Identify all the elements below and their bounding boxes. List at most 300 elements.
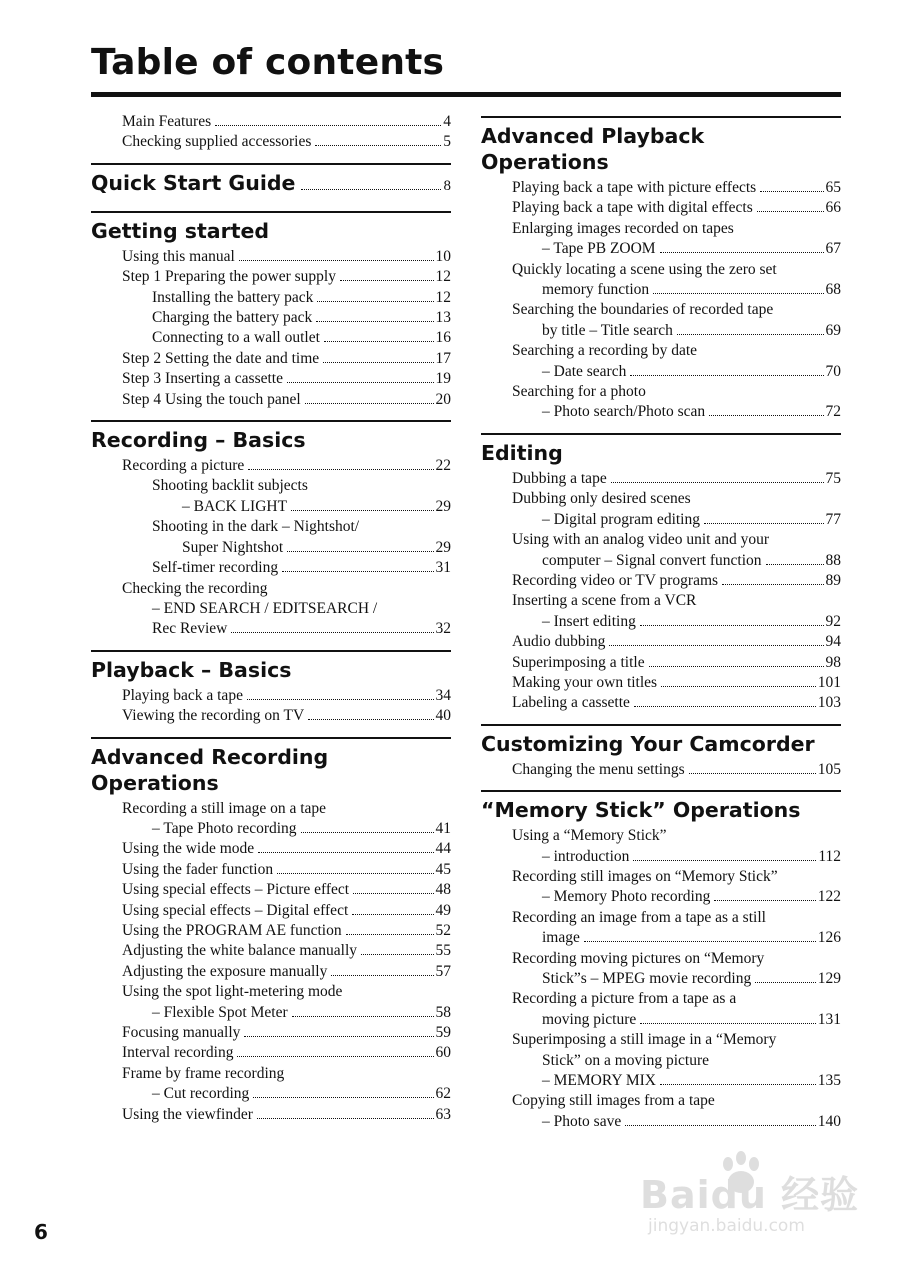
toc-entry-title: Dubbing a tape bbox=[512, 469, 607, 487]
toc-entry-title: Superimposing a title bbox=[512, 653, 645, 671]
toc-entry[interactable] bbox=[481, 1071, 841, 1091]
toc-entry-title: Copying still images from a tape bbox=[512, 1092, 715, 1110]
toc-entry[interactable] bbox=[91, 686, 451, 706]
watermark-brand: Baidu 经验 bbox=[640, 1173, 860, 1217]
toc-entry-page: 41 bbox=[435, 819, 451, 837]
toc-entry[interactable] bbox=[91, 982, 451, 1002]
toc-entry-title: Using the viewfinder bbox=[122, 1105, 253, 1123]
dot-leader bbox=[315, 145, 441, 146]
toc-entry-title: – Tape Photo recording bbox=[152, 819, 297, 837]
toc-entry[interactable] bbox=[91, 599, 451, 619]
toc-entry-page: 126 bbox=[817, 929, 841, 947]
section-heading: Advanced Recording Operations bbox=[91, 744, 329, 795]
section-heading: Playback – Basics bbox=[91, 657, 292, 682]
toc-entry-page: 67 bbox=[825, 240, 841, 258]
toc-entry-title: Main Features bbox=[122, 113, 212, 130]
toc-entry-page: 60 bbox=[435, 1044, 451, 1062]
dot-leader bbox=[346, 934, 434, 935]
toc-entry[interactable] bbox=[91, 1043, 451, 1063]
toc-entry-list bbox=[481, 760, 841, 790]
toc-entry-title: Searching for a photo bbox=[512, 383, 646, 401]
toc-entry-title: Viewing the recording on TV bbox=[122, 707, 305, 725]
toc-entry[interactable] bbox=[481, 949, 841, 969]
toc-entry-title: Step 2 Setting the date and time bbox=[122, 349, 320, 367]
section-heading: Recording – Basics bbox=[91, 428, 306, 453]
dot-leader bbox=[722, 584, 823, 585]
toc-entry[interactable] bbox=[481, 341, 841, 361]
toc-entry-title: Enlarging images recorded on tapes bbox=[512, 219, 734, 237]
toc-section bbox=[91, 112, 451, 163]
toc-entry[interactable] bbox=[481, 571, 841, 591]
dot-leader bbox=[277, 873, 433, 874]
section-heading: Getting started bbox=[91, 218, 270, 243]
toc-entry-page: 72 bbox=[825, 403, 841, 421]
dot-leader bbox=[282, 571, 433, 572]
dot-leader bbox=[630, 375, 823, 376]
toc-entry[interactable] bbox=[481, 673, 841, 693]
toc-entry-page: 45 bbox=[435, 860, 451, 878]
toc-entry-page: 4 bbox=[443, 113, 451, 130]
title-rule bbox=[91, 92, 841, 97]
toc-entry-page: 17 bbox=[435, 349, 451, 367]
toc-entry-title: Searching a recording by date bbox=[512, 342, 698, 360]
dot-leader bbox=[305, 403, 434, 404]
toc-entry[interactable] bbox=[481, 260, 841, 280]
toc-entry[interactable] bbox=[91, 921, 451, 941]
toc-entry[interactable] bbox=[481, 280, 841, 300]
toc-entry-title: moving picture bbox=[542, 1010, 637, 1028]
dot-leader bbox=[291, 510, 433, 511]
toc-entry[interactable] bbox=[481, 530, 841, 550]
dot-leader bbox=[301, 189, 440, 190]
toc-entry-page: 77 bbox=[825, 510, 841, 528]
toc-entry-page: 48 bbox=[435, 881, 451, 899]
toc-entry-title: Stick” on a moving picture bbox=[542, 1051, 710, 1069]
toc-entry[interactable] bbox=[481, 239, 841, 259]
toc-entry-page: 122 bbox=[817, 888, 841, 906]
toc-entry-title: Recording moving pictures on “Memory bbox=[512, 949, 765, 967]
dot-leader bbox=[352, 914, 433, 915]
toc-entry[interactable] bbox=[481, 219, 841, 239]
toc-entry-title: Shooting backlit subjects bbox=[152, 477, 308, 495]
dot-leader bbox=[316, 321, 433, 322]
toc-entry[interactable] bbox=[481, 928, 841, 948]
toc-entry-page: 101 bbox=[817, 673, 841, 691]
toc-section bbox=[481, 724, 841, 790]
toc-entry-title: Playing back a tape bbox=[122, 686, 243, 704]
section-heading bbox=[91, 165, 451, 201]
toc-entry-title: Using this manual bbox=[122, 247, 235, 265]
dot-leader bbox=[633, 860, 816, 861]
dot-leader bbox=[287, 382, 434, 383]
toc-entry-title: Recording a picture from a tape as a bbox=[512, 990, 737, 1008]
toc-column-left bbox=[91, 112, 451, 1135]
toc-entry[interactable] bbox=[481, 908, 841, 928]
toc-entry-list bbox=[91, 247, 451, 420]
toc-entry-page: 20 bbox=[435, 390, 451, 408]
toc-entry[interactable] bbox=[481, 612, 841, 632]
toc-entry-title: Self-timer recording bbox=[152, 559, 279, 577]
toc-entry-page: 10 bbox=[435, 247, 451, 265]
toc-entry-page: 70 bbox=[825, 362, 841, 380]
dot-leader bbox=[766, 564, 824, 565]
toc-entry-title: – BACK LIGHT bbox=[182, 497, 288, 515]
toc-entry-title: Using special effects – Picture effect bbox=[122, 881, 350, 899]
dot-leader bbox=[331, 975, 433, 976]
toc-entry[interactable] bbox=[91, 799, 451, 819]
toc-entry-title: Rec Review bbox=[152, 620, 228, 638]
toc-entry[interactable] bbox=[91, 369, 451, 389]
toc-entry-title: Step 3 Inserting a cassette bbox=[122, 370, 283, 388]
dot-leader bbox=[660, 1084, 816, 1085]
toc-entry-title: Using with an analog video unit and your bbox=[512, 531, 769, 549]
toc-entry[interactable] bbox=[91, 839, 451, 859]
toc-entry-title: – Insert editing bbox=[542, 612, 636, 630]
toc-entry-list bbox=[91, 799, 451, 1136]
toc-entry-title: Using special effects – Digital effect bbox=[122, 901, 349, 919]
toc-entry-title: Changing the menu settings bbox=[512, 760, 685, 778]
toc-entry[interactable] bbox=[91, 517, 451, 537]
toc-entry-title: Stick”s – MPEG movie recording bbox=[542, 970, 752, 987]
toc-entry[interactable] bbox=[91, 579, 451, 599]
toc-entry-title: Installing the battery pack bbox=[152, 288, 314, 306]
toc-section bbox=[91, 420, 451, 650]
toc-entry-title: image bbox=[542, 929, 580, 947]
toc-entry-title: Using the fader function bbox=[122, 860, 274, 878]
toc-entry-page: 55 bbox=[435, 942, 451, 960]
section-heading: Customizing Your Camcorder bbox=[481, 731, 815, 756]
toc-entry-page: 5 bbox=[443, 133, 451, 151]
toc-entry[interactable] bbox=[481, 1030, 841, 1050]
toc-entry[interactable] bbox=[481, 1051, 841, 1071]
toc-entry-page: 129 bbox=[817, 970, 841, 987]
toc-entry-title: Recording an image from a tape as a still bbox=[512, 908, 766, 926]
toc-entry-title: computer – Signal convert function bbox=[542, 551, 762, 569]
dot-leader bbox=[317, 301, 433, 302]
toc-entry-page: 89 bbox=[825, 571, 841, 589]
toc-entry-title: by title – Title search bbox=[542, 321, 673, 339]
dot-leader bbox=[301, 832, 434, 833]
toc-entry-title: Audio dubbing bbox=[512, 633, 606, 651]
dot-leader bbox=[660, 252, 824, 253]
dot-leader bbox=[757, 211, 824, 212]
toc-entry-title: Recording a still image on a tape bbox=[122, 799, 327, 817]
toc-entry-page: 75 bbox=[825, 469, 841, 487]
section-heading: Editing bbox=[481, 440, 563, 465]
toc-entry-title: Interval recording bbox=[122, 1044, 234, 1062]
dot-leader bbox=[584, 941, 816, 942]
toc-entry[interactable] bbox=[91, 558, 451, 578]
dot-leader bbox=[634, 706, 816, 707]
toc-entry[interactable] bbox=[481, 510, 841, 530]
toc-entry[interactable] bbox=[91, 1105, 451, 1125]
toc-entry[interactable] bbox=[91, 901, 451, 921]
toc-entry-title: – introduction bbox=[542, 847, 630, 865]
toc-entry[interactable] bbox=[91, 349, 451, 369]
toc-entry-title: Focusing manually bbox=[122, 1024, 241, 1041]
toc-entry-title: Step 1 Preparing the power supply bbox=[122, 268, 336, 286]
toc-entry[interactable] bbox=[481, 198, 841, 218]
page-title: Table of contents bbox=[91, 42, 445, 83]
toc-entry[interactable] bbox=[91, 706, 451, 726]
section-heading: “Memory Stick” Operations bbox=[481, 798, 801, 823]
toc-section bbox=[481, 433, 841, 724]
toc-entry[interactable] bbox=[481, 382, 841, 402]
toc-entry-list bbox=[91, 456, 451, 650]
toc-entry[interactable] bbox=[91, 476, 451, 496]
toc-entry-title: Super Nightshot bbox=[182, 538, 284, 556]
toc-entry[interactable] bbox=[91, 267, 451, 287]
toc-entry[interactable] bbox=[91, 497, 451, 517]
toc-entry-title: – Photo save bbox=[542, 1112, 622, 1130]
toc-entry[interactable] bbox=[91, 819, 451, 839]
toc-entry-page: 68 bbox=[825, 281, 841, 299]
toc-entry[interactable] bbox=[481, 887, 841, 907]
toc-entry-title: – MEMORY MIX bbox=[542, 1072, 656, 1090]
dot-leader bbox=[253, 1097, 433, 1098]
toc-entry[interactable] bbox=[481, 632, 841, 652]
toc-entry[interactable] bbox=[481, 362, 841, 382]
toc-entry-page: 22 bbox=[435, 457, 451, 475]
toc-entry-title: Adjusting the exposure manually bbox=[122, 962, 328, 980]
dot-leader bbox=[323, 362, 433, 363]
toc-section bbox=[91, 737, 451, 1136]
toc-entry[interactable] bbox=[481, 1091, 841, 1111]
toc-entry-title: Checking the recording bbox=[122, 579, 268, 597]
toc-entry-page: 31 bbox=[435, 559, 451, 577]
dot-leader bbox=[609, 645, 823, 646]
toc-entry[interactable] bbox=[91, 390, 451, 410]
toc-entry[interactable] bbox=[91, 538, 451, 558]
toc-section bbox=[481, 116, 841, 433]
toc-entry-page: 57 bbox=[435, 962, 451, 980]
toc-entry-title: Playing back a tape with picture effects bbox=[512, 179, 757, 196]
watermark bbox=[640, 1150, 860, 1250]
dot-leader bbox=[257, 1118, 434, 1119]
toc-entry[interactable] bbox=[481, 489, 841, 509]
toc-entry[interactable] bbox=[481, 989, 841, 1009]
dot-leader bbox=[661, 686, 816, 687]
section-page-number: 8 bbox=[443, 177, 451, 194]
toc-entry-title: Recording still images on “Memory Stick” bbox=[512, 867, 778, 885]
toc-entry-page: 103 bbox=[817, 694, 841, 712]
toc-entry-page: 69 bbox=[825, 321, 841, 339]
toc-entry[interactable] bbox=[481, 1112, 841, 1132]
dot-leader bbox=[340, 280, 434, 281]
toc-entry[interactable] bbox=[481, 551, 841, 571]
toc-entry[interactable] bbox=[91, 941, 451, 961]
toc-entry-page: 34 bbox=[435, 686, 451, 704]
toc-entry[interactable] bbox=[481, 693, 841, 713]
dot-leader bbox=[625, 1125, 816, 1126]
toc-section bbox=[91, 211, 451, 420]
toc-entry[interactable] bbox=[481, 300, 841, 320]
section-heading: Advanced Playback Operations bbox=[481, 124, 705, 174]
toc-entry-title: Charging the battery pack bbox=[152, 309, 313, 327]
dot-leader bbox=[755, 982, 816, 983]
toc-entry-page: 32 bbox=[435, 620, 451, 638]
toc-entry-title: Using the spot light-metering mode bbox=[122, 983, 343, 1001]
toc-entry[interactable] bbox=[481, 178, 841, 198]
dot-leader bbox=[248, 469, 433, 470]
toc-entry[interactable] bbox=[481, 867, 841, 887]
toc-entry-title: – Digital program editing bbox=[542, 510, 700, 528]
toc-entry-page: 131 bbox=[817, 1010, 841, 1028]
toc-entry-page: 12 bbox=[435, 288, 451, 306]
toc-entry-page: 29 bbox=[435, 497, 451, 515]
toc-entry-title: Shooting in the dark – Nightshot/ bbox=[152, 518, 360, 536]
toc-entry[interactable] bbox=[91, 112, 451, 132]
toc-entry-page: 16 bbox=[435, 329, 451, 347]
toc-section bbox=[91, 163, 451, 211]
dot-leader bbox=[361, 954, 433, 955]
toc-entry-page: 59 bbox=[435, 1024, 451, 1041]
toc-entry-page: 19 bbox=[435, 370, 451, 388]
toc-entry-title: – Cut recording bbox=[152, 1085, 250, 1103]
toc-entry-page: 44 bbox=[435, 840, 451, 858]
dot-leader bbox=[677, 334, 824, 335]
dot-leader bbox=[308, 719, 433, 720]
dot-leader bbox=[247, 699, 434, 700]
toc-entry-page: 13 bbox=[435, 309, 451, 327]
toc-entry[interactable] bbox=[91, 456, 451, 476]
toc-entry-title: Using the PROGRAM AE function bbox=[122, 921, 342, 939]
toc-entry[interactable] bbox=[481, 760, 841, 780]
toc-entry[interactable] bbox=[91, 860, 451, 880]
dot-leader bbox=[239, 260, 434, 261]
toc-entry-title: Quickly locating a scene using the zero set bbox=[512, 260, 777, 278]
toc-entry-page: 58 bbox=[435, 1003, 451, 1021]
dot-leader bbox=[215, 125, 441, 126]
toc-entry[interactable] bbox=[91, 880, 451, 900]
toc-entry-title: Adjusting the white balance manually bbox=[122, 942, 358, 960]
toc-entry[interactable] bbox=[91, 1023, 451, 1043]
toc-entry-title: Recording a picture bbox=[122, 457, 245, 475]
toc-section bbox=[91, 650, 451, 737]
toc-entry-page: 62 bbox=[435, 1085, 451, 1103]
toc-entry-title: Superimposing a still image in a “Memory bbox=[512, 1031, 777, 1049]
toc-entry[interactable] bbox=[91, 1084, 451, 1104]
toc-entry-title: – Flexible Spot Meter bbox=[152, 1003, 288, 1021]
toc-entry-title: Searching the boundaries of recorded tape bbox=[512, 301, 774, 319]
toc-entry-title: – Tape PB ZOOM bbox=[542, 240, 656, 258]
dot-leader bbox=[237, 1056, 433, 1057]
toc-entry[interactable] bbox=[481, 591, 841, 611]
dot-leader bbox=[258, 852, 433, 853]
toc-entry[interactable] bbox=[91, 619, 451, 639]
toc-entry[interactable] bbox=[91, 1003, 451, 1023]
watermark-url: jingyan.baidu.com bbox=[648, 1216, 805, 1236]
toc-entry-page: 66 bbox=[825, 199, 841, 217]
toc-entry-title: – Memory Photo recording bbox=[542, 888, 711, 906]
toc-entry-title: Inserting a scene from a VCR bbox=[512, 592, 697, 610]
toc-entry[interactable] bbox=[481, 826, 841, 846]
toc-entry-list bbox=[91, 201, 451, 211]
toc-entry[interactable] bbox=[481, 321, 841, 341]
toc-section bbox=[481, 790, 841, 1142]
toc-entry[interactable] bbox=[481, 469, 841, 489]
toc-entry-title: Making your own titles bbox=[512, 673, 658, 691]
dot-leader bbox=[714, 900, 815, 901]
dot-leader bbox=[760, 191, 823, 192]
toc-entry[interactable] bbox=[91, 132, 451, 152]
toc-entry-list bbox=[91, 686, 451, 737]
dot-leader bbox=[640, 625, 824, 626]
toc-entry-title: Checking supplied accessories bbox=[122, 133, 312, 151]
toc-entry-list bbox=[481, 178, 841, 433]
toc-entry-page: 65 bbox=[825, 179, 841, 196]
dot-leader bbox=[324, 341, 434, 342]
dot-leader bbox=[231, 632, 433, 633]
toc-entry-page: 40 bbox=[435, 707, 451, 725]
toc-entry[interactable] bbox=[481, 402, 841, 422]
toc-entry-title: Recording video or TV programs bbox=[512, 571, 719, 589]
toc-entry-title: Step 4 Using the touch panel bbox=[122, 390, 301, 408]
toc-entry[interactable] bbox=[481, 653, 841, 673]
toc-entry-title: Playing back a tape with digital effects bbox=[512, 199, 753, 217]
toc-entry-page: 49 bbox=[435, 901, 451, 919]
toc-entry[interactable] bbox=[91, 247, 451, 267]
toc-entry-title: Labeling a cassette bbox=[512, 694, 630, 712]
toc-entry-title: Dubbing only desired scenes bbox=[512, 490, 691, 508]
page-number: 6 bbox=[34, 1220, 48, 1244]
toc-entry-title: Using the wide mode bbox=[122, 840, 255, 858]
toc-entry[interactable] bbox=[481, 847, 841, 867]
toc-entry-page: 98 bbox=[825, 653, 841, 671]
toc-entry-title: Connecting to a wall outlet bbox=[152, 329, 320, 347]
toc-entry-title: – Photo search/Photo scan bbox=[542, 403, 706, 421]
dot-leader bbox=[640, 1023, 815, 1024]
toc-entry-list bbox=[91, 112, 451, 163]
toc-entry-page: 12 bbox=[435, 268, 451, 286]
toc-entry-page: 140 bbox=[817, 1112, 841, 1130]
dot-leader bbox=[244, 1036, 433, 1037]
toc-entry-page: 29 bbox=[435, 538, 451, 556]
toc-entry-page: 52 bbox=[435, 921, 451, 939]
toc-entry-page: 112 bbox=[818, 847, 841, 865]
toc-entry-page: 63 bbox=[435, 1105, 451, 1123]
toc-entry-page: 94 bbox=[825, 633, 841, 651]
dot-leader bbox=[292, 1016, 434, 1017]
toc-entry-title: – END SEARCH / EDITSEARCH / bbox=[152, 599, 378, 617]
toc-entry-page: 88 bbox=[825, 551, 841, 569]
toc-entry[interactable] bbox=[91, 288, 451, 308]
dot-leader bbox=[287, 551, 433, 552]
dot-leader bbox=[653, 293, 823, 294]
toc-entry-list bbox=[481, 469, 841, 724]
toc-entry-page: 105 bbox=[817, 760, 841, 778]
toc-entry-list bbox=[481, 826, 841, 1142]
toc-entry-page: 92 bbox=[825, 612, 841, 630]
toc-entry[interactable] bbox=[481, 1010, 841, 1030]
toc-entry[interactable] bbox=[481, 969, 841, 989]
dot-leader bbox=[689, 773, 816, 774]
toc-entry[interactable] bbox=[91, 962, 451, 982]
dot-leader bbox=[709, 415, 823, 416]
toc-entry-title: Using a “Memory Stick” bbox=[512, 827, 667, 845]
dot-leader bbox=[611, 482, 824, 483]
toc-entry[interactable] bbox=[91, 1064, 451, 1084]
toc-entry-title: Frame by frame recording bbox=[122, 1064, 285, 1082]
toc-column-right bbox=[481, 116, 841, 1142]
toc-entry[interactable] bbox=[91, 308, 451, 328]
dot-leader bbox=[649, 666, 824, 667]
section-heading-text: Quick Start Guide bbox=[91, 170, 296, 195]
dot-leader bbox=[353, 893, 433, 894]
toc-entry-title: memory function bbox=[542, 281, 650, 299]
toc-entry[interactable] bbox=[91, 328, 451, 348]
dot-leader bbox=[704, 523, 824, 524]
